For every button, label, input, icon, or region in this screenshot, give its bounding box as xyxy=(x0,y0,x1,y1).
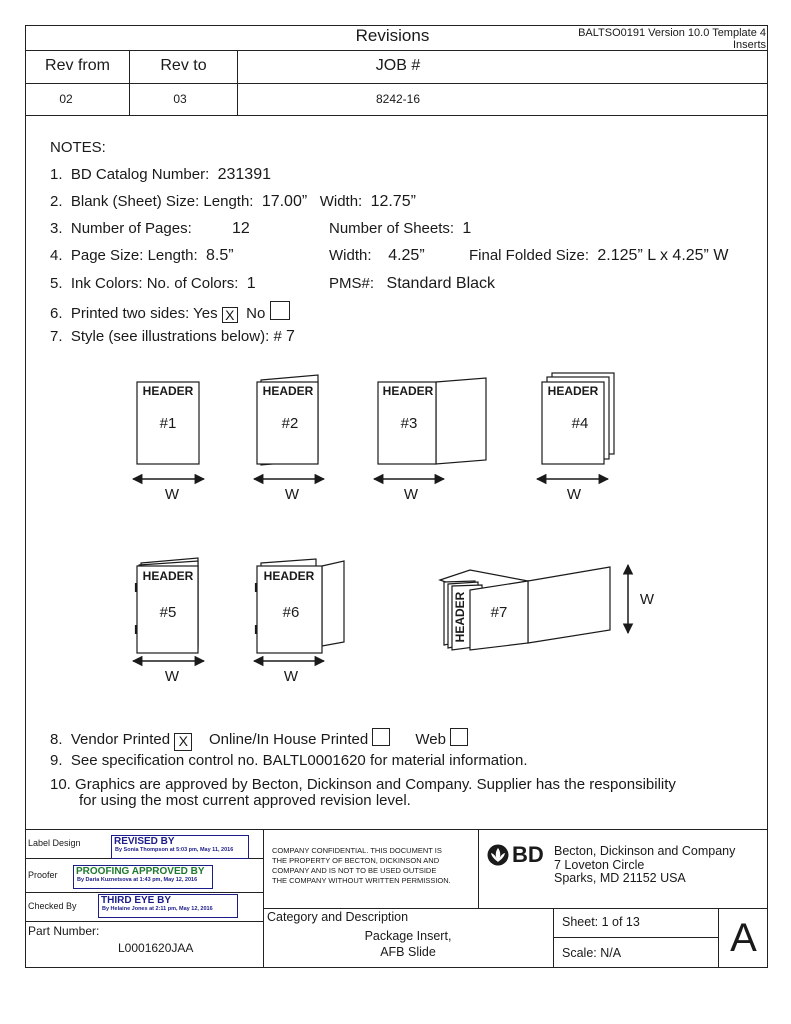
number-of-sheets: 1 xyxy=(462,220,472,237)
printed-two-sides-yes-checkbox: X xyxy=(222,307,238,323)
revisions-title: Revisions xyxy=(355,26,430,45)
bd-logo-icon xyxy=(486,843,510,867)
note-10: 10. Graphics are approved by Becton, Dickinson and Company. Supplier has the responsibility xyxy=(50,776,676,793)
style-4-width-label: W xyxy=(566,486,582,503)
divider xyxy=(263,908,768,909)
third-eye-stamp xyxy=(98,894,238,918)
note-3: 3. Number of Pages: xyxy=(50,220,192,237)
notes-heading: NOTES: xyxy=(50,139,106,156)
style-6-header-text: HEADER xyxy=(263,569,315,583)
revised-by-stamp xyxy=(111,835,249,859)
job-value: 8242-16 xyxy=(375,92,421,106)
note-6: 6. Printed two sides: Yes X No xyxy=(50,301,290,323)
revision-letter: A xyxy=(730,916,757,960)
category-label: Category and Description xyxy=(267,910,409,924)
note-7: 7. Style (see illustrations below): # 7 xyxy=(50,328,295,345)
document-id: BALTSO0191 Version 10.0 Template 4 xyxy=(578,27,766,39)
note-3-sheets: Number of Sheets: 1 xyxy=(329,220,472,237)
note-2: 2. Blank (Sheet) Size: Length: 17.00” Width: 12.75” xyxy=(50,193,416,210)
style-1-header-text: HEADER xyxy=(142,384,194,398)
divider xyxy=(553,937,718,938)
note-5-pms: PMS#: Standard Black xyxy=(329,275,496,292)
proofing-approved-stamp xyxy=(73,865,213,889)
note-4-final: Final Folded Size: 2.125” L x 4.25” W xyxy=(469,247,729,264)
job-header: JOB # xyxy=(375,57,421,74)
label-design-label: Label Design xyxy=(28,838,81,848)
divider xyxy=(553,908,554,968)
page-width: 4.25” xyxy=(388,247,425,264)
vendor-printed-checkbox: X xyxy=(174,733,192,751)
note-4-width: Width: 4.25” xyxy=(329,247,425,264)
revised-by-title: REVISED BY xyxy=(114,836,175,847)
style-3-width-label: W xyxy=(403,486,419,503)
style-1-label: #1 xyxy=(159,415,177,432)
style-4-header-text: HEADER xyxy=(547,384,599,398)
third-eye-title: THIRD EYE BY xyxy=(101,895,172,906)
proofing-approved-title: PROOFING APPROVED BY xyxy=(76,866,205,877)
divider xyxy=(25,829,768,830)
proofer-label: Proofer xyxy=(28,870,58,880)
divider xyxy=(25,921,263,922)
document-type: Inserts xyxy=(732,39,766,51)
bd-logo-text: BD xyxy=(512,842,544,867)
company-address xyxy=(554,845,735,886)
style-4-label: #4 xyxy=(571,415,589,432)
rev-to-value: 03 xyxy=(173,92,187,106)
sheet-count: Sheet: 1 of 13 xyxy=(562,915,640,929)
pms-color: Standard Black xyxy=(386,275,496,292)
style-2-label: #2 xyxy=(281,415,299,432)
blank-width: 12.75” xyxy=(370,193,416,210)
description-line-1: Package Insert, xyxy=(364,929,452,943)
style-2-header-text: HEADER xyxy=(262,384,314,398)
style-2-width-label: W xyxy=(284,486,300,503)
proofing-approved-detail: By Daria Kuznetsova at 1:43 pm, May 12, 2016 xyxy=(77,877,198,883)
rev-from-value: 02 xyxy=(59,92,73,106)
revised-by-detail: By Sonia Thompson at 5:03 pm, May 11, 2016 xyxy=(115,847,234,853)
confidentiality-notice: COMPANY CONFIDENTIAL. THIS DOCUMENT IS THE PROPERTY OF BECTON, DICKINSON AND COMPANY AND IS NOT TO BE USED OUTSIDE THE COMPANY WITHOUT WRITTEN PERMISSION. xyxy=(272,846,451,885)
style-5-width-label: W xyxy=(164,668,180,685)
company-street: 7 Loveton Circle xyxy=(554,857,645,872)
part-number: L0001620JAA xyxy=(118,941,194,955)
note-8: 8. Vendor Printed X Online/In House Printed Web xyxy=(50,728,468,751)
style-7-width-label: W xyxy=(639,591,655,608)
style-number: 7 xyxy=(285,328,295,345)
rev-from-header: Rev from xyxy=(45,57,110,74)
style-7-label: #7 xyxy=(490,604,508,621)
style-5-header-text: HEADER xyxy=(142,569,194,583)
style-6-label: #6 xyxy=(282,604,300,621)
page-length: 8.5” xyxy=(205,247,234,264)
number-of-pages: 12 xyxy=(232,220,250,237)
online-printed-checkbox xyxy=(372,728,390,746)
style-6-width-label: W xyxy=(283,668,299,685)
checked-by-label: Checked By xyxy=(28,901,77,911)
description-line-2: AFB Slide xyxy=(380,945,436,959)
catalog-number: 231391 xyxy=(217,166,271,183)
note-1: 1. BD Catalog Number: 231391 xyxy=(50,166,271,183)
number-of-colors: 1 xyxy=(246,275,256,292)
company-city: Sparks, MD 21152 USA xyxy=(554,871,686,885)
final-folded-size: 2.125” L x 4.25” W xyxy=(597,247,729,264)
company-name: Becton, Dickinson and Company xyxy=(554,844,736,858)
style-1-width-label: W xyxy=(164,486,180,503)
scale: Scale: N/A xyxy=(562,946,622,960)
style-3-header-text: HEADER xyxy=(382,384,434,398)
note-4: 4. Page Size: Length: 8.5” xyxy=(50,247,234,264)
style-7-header-text: HEADER xyxy=(453,591,467,643)
style-3-label: #3 xyxy=(400,415,418,432)
third-eye-detail: By Helaine Jones at 2:11 pm, May 12, 2016 xyxy=(102,906,213,912)
note-5: 5. Ink Colors: No. of Colors: 1 xyxy=(50,275,256,292)
divider xyxy=(25,892,263,893)
web-checkbox xyxy=(450,728,468,746)
style-5-label: #5 xyxy=(159,604,177,621)
divider xyxy=(478,829,479,908)
part-number-label: Part Number: xyxy=(28,924,100,938)
blank-length: 17.00” xyxy=(261,193,308,210)
rev-to-header: Rev to xyxy=(160,57,207,74)
note-10-line-2: for using the most current approved revision level. xyxy=(79,792,411,809)
note-9: 9. See specification control no. BALTL0001620 for material information. xyxy=(50,752,528,769)
